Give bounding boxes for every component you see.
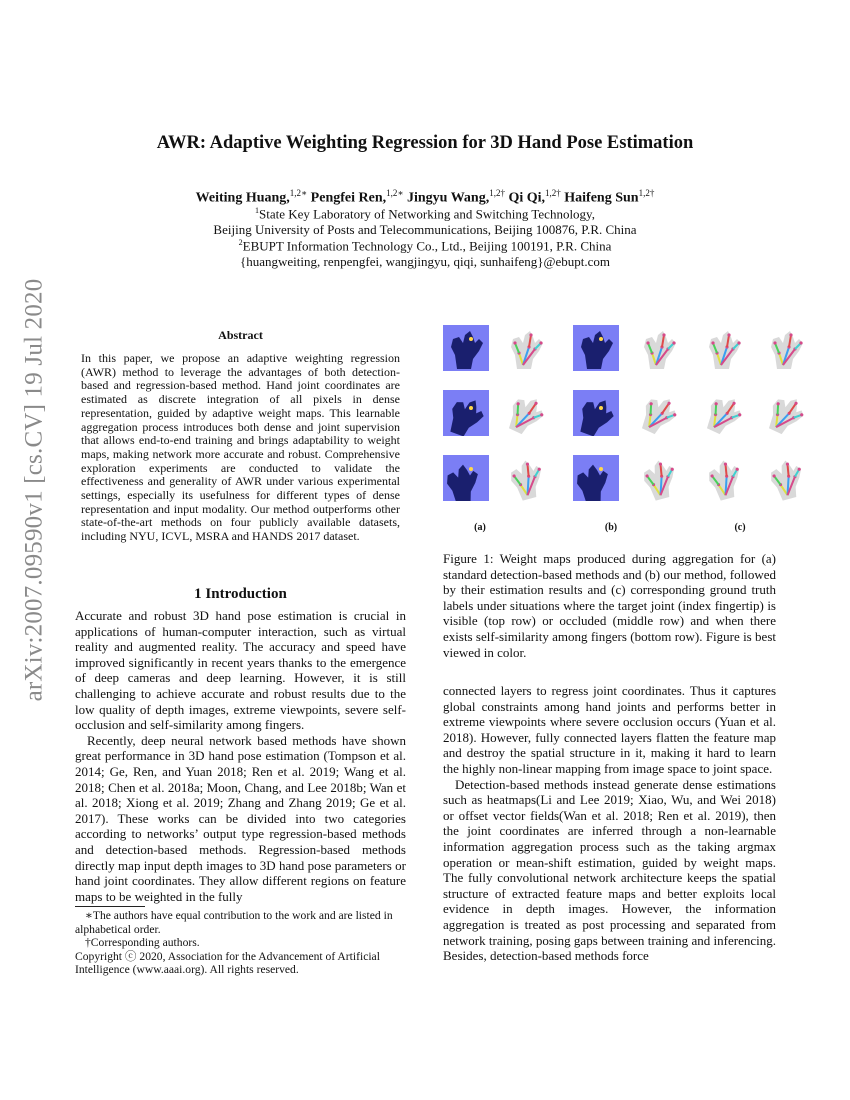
abstract-text: In this paper, we propose an adaptive weighting regression (AWR) method to leverage the advantages of both detection-based and regression-based method. Hand joint coordinates are estimated as discrete integration of all pixels in dense representation, guided by adaptive weight maps. This learnable aggregation process introduces both dense and joint supervision that allows end-to-end training and brings adaptability to weight maps, making network more accurate and robust. Comprehensive exploration experiments are conducted to validate the effectiveness and generality of AWR under various experimental settings, especially its usefulness for different types of dense representation and input modality. Our method outperforms other state-of-the-art methods on four publicly available datasets, including NYU, ICVL, MSRA and HANDS 2017 dataset. <box>81 351 400 544</box>
arxiv-id: arXiv:2007.09590v1 [cs.CV] 19 Jul 2020 <box>20 278 48 702</box>
hand-pose-image <box>763 455 809 501</box>
footnote: ∗The authors have equal contribution to the work and are listed in alphabetical order. <box>75 909 393 936</box>
author-sup: 1,2† <box>489 188 505 198</box>
hand-pose-image <box>503 455 549 501</box>
arxiv-stamp <box>14 278 54 702</box>
introduction-section <box>75 586 406 904</box>
hand-pose-image <box>503 390 549 436</box>
footnote: †Corresponding authors. <box>85 936 200 950</box>
intro-paragraph: Recently, deep neural network based methods have shown great performance in 3D hand pose estimation (Tompson et al. 2014; Ge, Ren, and Yuan 2018; Ren et al. 2019; Wang et al. 2018; Chen et al. 2018a; Moon, Chang, and Lee 2018b; Wan et al. 2018; Xiong et al. 2019; Zhang and Zhang 2019; Ge et al. 2017). These works can be divided into two categories according to networks’ output type regression-based methods and detection-based methods. Regression-based methods directly map input depth images to 3D hand pose parameters or hand joint coordinates. They allow different regions on feature maps to be weighted in the fully <box>75 732 406 904</box>
affiliation-text: State Key Laboratory of Networking and Switching Technology, <box>259 206 595 222</box>
hand-pose-image <box>701 325 747 371</box>
affiliation-text: EBUPT Information Technology Co., Ltd., Beijing 100191, P.R. China <box>242 238 612 254</box>
abstract-section <box>75 328 406 544</box>
weight-map-image <box>443 455 489 501</box>
paper-title: AWR: Adaptive Weighting Regression for 3D Hand Pose Estimation <box>156 133 694 153</box>
copyright-notice: Copyright ⓒ 2020, Association for the Advancement of Artificial Intelligence (www.aaai.org). All rights reserved. <box>75 949 380 977</box>
body-paragraph: connected layers to regress joint coordinates. Thus it captures global constraints among hand joints and performs better in extreme viewpoints where severe occlusion occurs (Yuan et al. 2018). However, fully connected layers flatten the feature map and destroy the spatial structure in it, making it hard to learn the highly non-linear mapping from image space to joint space. <box>443 683 776 776</box>
author-list <box>0 188 850 207</box>
weight-map-image <box>573 455 619 501</box>
hand-pose-image <box>701 455 747 501</box>
figure-caption <box>443 551 776 660</box>
hand-pose-image <box>763 325 809 371</box>
weight-map-image <box>573 390 619 436</box>
affiliation-sup: 1 <box>255 206 260 215</box>
section-heading: 1 Introduction <box>194 586 287 602</box>
figure-label: (c) <box>734 522 746 533</box>
author-name: Jingyu Wang, <box>406 190 490 206</box>
author-sup: 1,2∗ <box>289 188 308 198</box>
hand-pose-image <box>636 390 682 436</box>
footnotes <box>75 909 406 977</box>
hand-pose-image <box>636 455 682 501</box>
author-sup: 1,2† <box>638 188 655 198</box>
affiliation-line: Beijing University of Posts and Telecommunications, Beijing 100876, P.R. China <box>213 222 637 237</box>
figure-1 <box>443 325 776 550</box>
author-name: Qi Qi, <box>508 190 546 206</box>
figure-label: (a) <box>474 522 486 533</box>
hand-pose-image <box>636 325 682 371</box>
affiliation-line <box>0 206 850 222</box>
author-emails: {huangweiting, renpengfei, wangjingyu, qiqi, sunhaifeng}@ebupt.com <box>240 254 610 269</box>
affiliation-sup: 2 <box>238 238 243 247</box>
author-sup: 1,2∗ <box>386 188 404 198</box>
author-name: Haifeng Sun <box>564 190 639 206</box>
abstract-heading: Abstract <box>218 328 263 342</box>
author-sup: 1,2† <box>545 188 561 198</box>
weight-map-image <box>573 325 619 371</box>
right-column-text <box>443 683 776 964</box>
affiliation-line <box>0 238 850 254</box>
hand-pose-image <box>701 390 747 436</box>
intro-paragraph: Accurate and robust 3D hand pose estimation is crucial in applications of human-computer interaction, such as virtual reality and augmented reality. The accuracy and speed have improved significantly in recent years thanks to the emergence of deep cameras and deep learning. However, it is still challenging to achieve accurate and robust results due to the low quality of depth images, extreme viewpoints, severe self-occlusion and self-similarity among fingers. <box>75 608 406 733</box>
weight-map-image <box>443 390 489 436</box>
caption-text: Figure 1: Weight maps produced during aggregation for (a) standard detection-based methods and (b) our method, followed by their estimation results and (c) corresponding ground truth labels under situations where the target joint (index fingertip) is visible (top row) or occluded (middle row) and when there exists self-similarity among fingers (bottom row). Figure is best viewed in color. <box>443 551 776 660</box>
hand-pose-image <box>503 325 549 371</box>
author-name: Weiting Huang, <box>195 190 290 206</box>
hand-pose-image <box>763 390 809 436</box>
body-paragraph: Detection-based methods instead generate dense estimations such as heatmaps(Li and Lee 2019; Xiao, Wu, and Wei 2018) or offset vector fields(Wan et al. 2018; Ren et al. 2019), then the joint coordinates are inferred through a non-learnable information aggregation process such as the taking argmax operation or mean-shift estimation, guided by weight maps. The fully convolutional network architecture keeps the spatial structure of extracted feature maps and better exploits local evidence in depth images. However, the information aggregation is treated as post processing and separated from network training, posing gaps between training and inferencing. Besides, detection-based methods force <box>443 776 776 964</box>
weight-map-image <box>443 325 489 371</box>
author-name: Pengfei Ren, <box>310 190 387 206</box>
figure-label: (b) <box>604 522 618 533</box>
footnote-rule <box>75 906 145 907</box>
